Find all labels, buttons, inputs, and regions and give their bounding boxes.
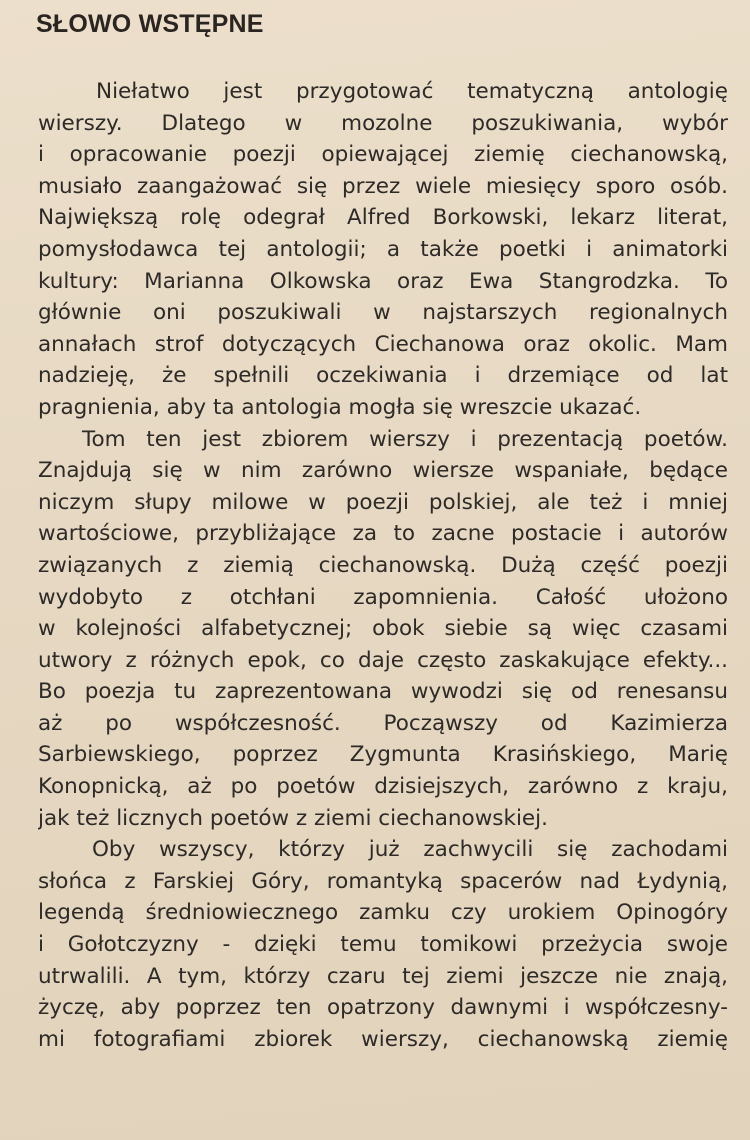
text-line: życzę, aby poprzez ten opatrzony dawnymi i współczesny- xyxy=(38,995,728,1021)
text-line: niczym słupy milowe w poezji polskiej, ale też i mniej xyxy=(38,489,728,515)
text-line: głównie oni poszukiwali w najstarszych regionalnych xyxy=(38,300,728,326)
text-line: Bo poezja tu zaprezentowana wywodzi się od renesansu xyxy=(38,679,728,705)
text-line: pomysłodawca tej antologii; a także poetki i animatorki xyxy=(38,236,728,262)
text-line: Największą rolę odegrał Alfred Borkowski, lekarz literat, xyxy=(38,205,728,231)
text-line: jak też licznych poetów z ziemi ciechanowskiej. xyxy=(38,805,548,831)
text-line: nadzieję, że spełnili oczekiwania i drzemiące od lat xyxy=(38,363,728,389)
text-line: i opracowanie poezji opiewającej ziemię ciechanowską, xyxy=(38,142,728,168)
text-line: związanych z ziemią ciechanowską. Dużą część poezji xyxy=(38,552,728,578)
text-line: mi fotografiami zbiorek wierszy, ciechanowską ziemię xyxy=(38,1026,728,1052)
body-text xyxy=(38,76,728,1055)
text-line: Znajdują się w nim zarówno wiersze wspaniałe, będące xyxy=(38,458,728,484)
text-line: Niełatwo jest przygotować tematyczną antologię xyxy=(96,79,728,104)
text-line: aż po współczesność. Począwszy od Kazimierza xyxy=(38,710,728,736)
text-line: Oby wszyscy, którzy już zachwycili się zachodami xyxy=(92,837,728,863)
text-line: kultury: Marianna Olkowska oraz Ewa Stangrodzka. To xyxy=(38,268,728,294)
text-line: Tom ten jest zbiorem wierszy i prezentacją poetów. xyxy=(82,426,728,452)
text-line: słońca z Farskiej Góry, romantyką spacerów nad Łydynią, xyxy=(38,868,728,894)
text-line: w kolejności alfabetycznej; obok siebie są więc czasami xyxy=(38,616,728,642)
text-line: Sarbiewskiego, poprzez Zygmunta Krasińskiego, Marię xyxy=(38,742,728,768)
text-line: i Gołotczyzny - dzięki temu tomikowi przeżycia swoje xyxy=(38,932,728,958)
paragraph-3 xyxy=(38,834,728,1055)
text-line: musiało zaangażować się przez wiele miesięcy sporo osób. xyxy=(38,173,728,199)
text-line: utrwalili. A tym, którzy czaru tej ziemi jeszcze nie znają, xyxy=(38,963,728,989)
text-line: annałach strof dotyczących Ciechanowa oraz okolic. Mam xyxy=(38,331,728,357)
paragraph-2 xyxy=(38,424,728,835)
page-title: SŁOWO WSTĘPNE xyxy=(36,10,264,38)
text-line: wartościowe, przybliżające za to zacne postacie i autorów xyxy=(38,521,728,547)
text-line: wydobyto z otchłani zapomnienia. Całość ułożono xyxy=(38,584,728,610)
paragraph-1 xyxy=(38,76,728,424)
text-line: utwory z różnych epok, co daje często zaskakujące efekty... xyxy=(38,647,728,673)
text-line: pragnienia, aby ta antologia mogła się wreszcie ukazać. xyxy=(38,394,642,420)
text-line: wierszy. Dlatego w mozolne poszukiwania, wybór xyxy=(38,110,728,136)
text-line: legendą średniowiecznego zamku czy urokiem Opinogóry xyxy=(38,900,728,926)
text-line: Konopnicką, aż po poetów dzisiejszych, zarówno z kraju, xyxy=(38,774,728,800)
